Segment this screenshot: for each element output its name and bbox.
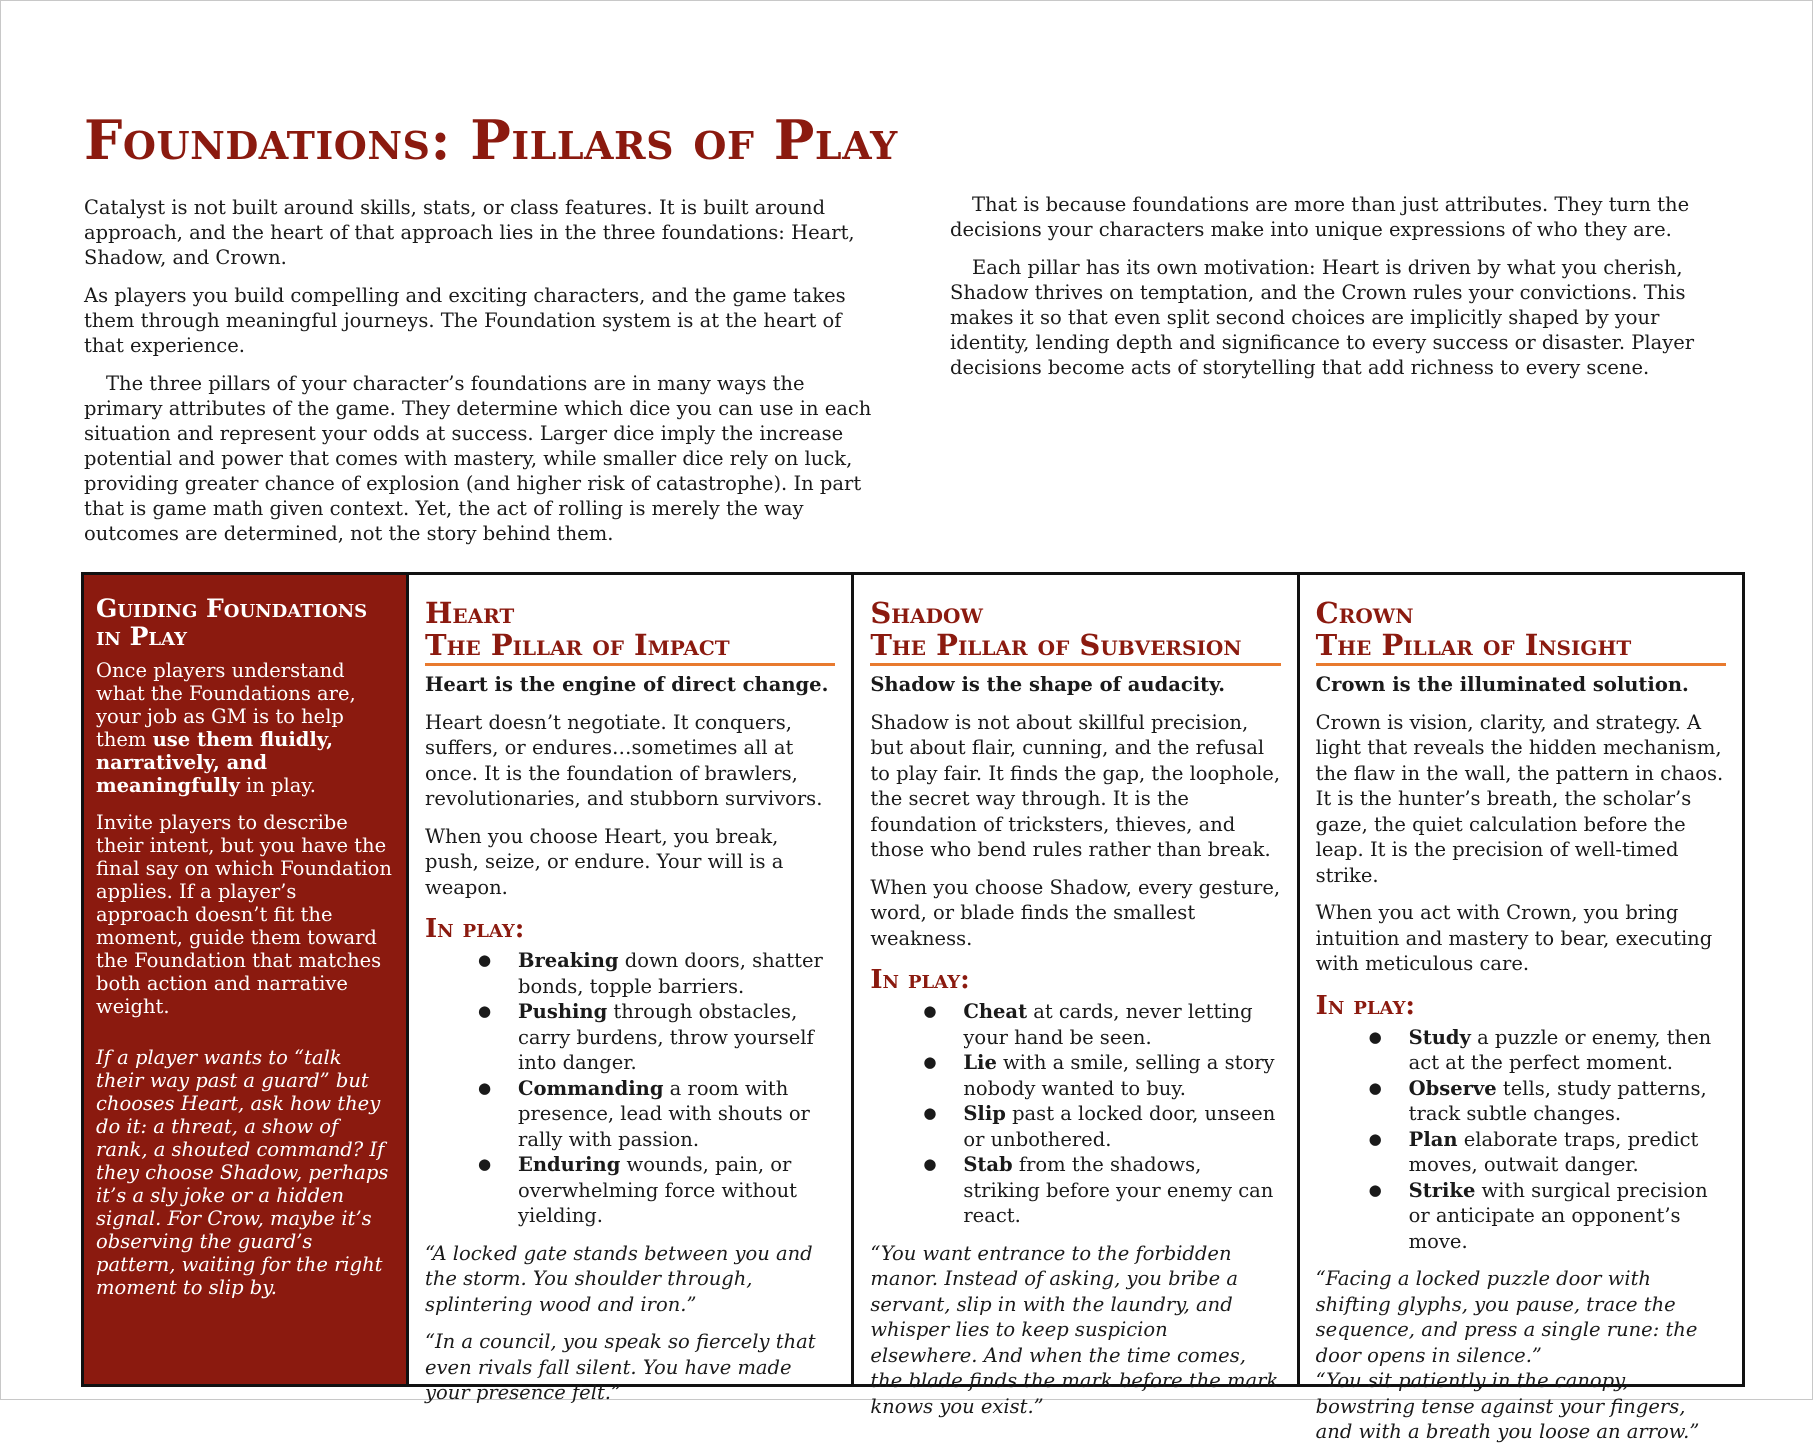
pillar-tagline: Shadow is the shape of audacity. xyxy=(870,673,1226,696)
pillar-subtitle: The Pillar of Impact xyxy=(425,628,730,662)
shadow-pillar xyxy=(854,575,1299,1418)
list-item xyxy=(1409,1127,1726,1178)
bullet-verb: Breaking xyxy=(518,949,619,972)
pillar-quote: “You want entrance to the forbidden manor. Instead of asking, you bribe a servant, slip in with the laundry, and whisper lies to keep suspicion elsewhere. And when the time comes, the blade finds the mark before the mark knows you exist.” xyxy=(870,1241,1279,1418)
bullet-verb: Slip xyxy=(963,1102,1006,1125)
pillar-subtitle: The Pillar of Insight xyxy=(1315,628,1632,662)
pillar-quote: “In a council, you speak so fiercely that even rivals fall silent. You have made your presence felt.” xyxy=(425,1330,816,1404)
in-play-heading: In play: xyxy=(1315,990,1416,1021)
pillar-quote: “You sit patiently in the canopy, bowstring tense against your fingers, and with a breath you loose an arrow.” xyxy=(1315,1369,1700,1443)
bullet-text: with surgical precision or anticipate an opponent’s move. xyxy=(1408,1178,1708,1253)
list-item xyxy=(1409,1178,1726,1255)
pillar-description: Crown is vision, clarity, and strategy. A light that reveals the hidden mechanism, the flaw in the wall, the pattern in chaos. It is the hunter’s breath, the scholar’s gaze, the quiet calculation before the leap. It is the precision of well-timed strike. xyxy=(1315,710,1724,887)
list-item xyxy=(963,1152,1280,1229)
heart-bullet-list xyxy=(425,948,835,1229)
list-item xyxy=(518,1076,835,1153)
crown-title xyxy=(1316,597,1726,666)
pillar-description: Shadow is not about skillful precision, but about flair, cunning, and the refusal to play fair. It finds the gap, the loophole, the secret way through. It is the foundation of tricksters, thieves, and those who bend rules rather than break. xyxy=(870,710,1281,861)
list-item xyxy=(518,999,835,1076)
guiding-foundations-sidebar xyxy=(84,575,409,1384)
list-item xyxy=(518,1152,835,1229)
shadow-title xyxy=(870,597,1280,666)
bullet-text: elaborate traps, predict moves, outwait danger. xyxy=(1408,1127,1699,1176)
bullet-verb: Plan xyxy=(1408,1127,1458,1151)
bullet-text: past a locked door, unseen or unbothered. xyxy=(963,1102,1276,1151)
pillar-choice: When you choose Heart, you break, push, seize, or endure. Your will is a weapon. xyxy=(425,824,784,899)
intro-right-column xyxy=(950,192,1740,393)
pillar-name: Crown xyxy=(1315,596,1414,630)
guiding-text: in play. xyxy=(239,774,316,797)
pillar-description: Heart doesn’t negotiate. It conquers, suffers, or endures…sometimes all at once. It is the foundation of brawlers, revolutionaries, and stubborn survivors. xyxy=(425,710,823,810)
list-item xyxy=(963,1050,1280,1101)
bullet-verb: Observe xyxy=(1408,1076,1497,1100)
pillar-name: Heart xyxy=(425,596,515,630)
crown-bullet-list xyxy=(1316,1025,1726,1255)
bullet-verb: Cheat xyxy=(963,1000,1028,1023)
bullet-text: from the shadows, striking before your enemy can react. xyxy=(963,1153,1274,1227)
bullet-verb: Enduring xyxy=(518,1153,621,1176)
shadow-bullet-list xyxy=(870,999,1280,1229)
guiding-emphasis: use them fluidly, narratively, and meaningfully xyxy=(96,728,334,797)
page-title: Foundations: Pillars of Play xyxy=(84,108,898,172)
guiding-text: Once players understand what the Foundations are, your job as GM is to help them xyxy=(96,659,356,751)
bullet-verb: Study xyxy=(1408,1025,1471,1049)
bullet-verb: Commanding xyxy=(518,1076,664,1100)
intro-paragraph: The three pillars of your character’s foundations are in many ways the primary attributes of the game. They determine which dice you can use in each situation and represent your odds at success. Larger dice imply the increase potential and power that comes with mastery, while smaller dice rely on luck, providing greater chance of explosion (and higher risk of catastrophe). In part that is game math given context. Yet, the act of rolling is merely the way outcomes are determined, not the story behind them. xyxy=(84,372,872,545)
intro-left-column xyxy=(84,195,874,559)
bullet-verb: Strike xyxy=(1408,1178,1476,1202)
guiding-paragraph xyxy=(96,659,394,797)
bullet-text: with a smile, selling a story nobody wanted to buy. xyxy=(963,1051,1275,1100)
list-item xyxy=(963,999,1280,1050)
bullet-text: wounds, pain, or overwhelming force without yielding. xyxy=(518,1153,798,1227)
crown-pillar xyxy=(1300,575,1742,1443)
bullet-text: a room with presence, lead with shouts or rally with passion. xyxy=(518,1076,810,1151)
list-item xyxy=(963,1101,1280,1152)
guiding-example: If a player wants to “talk their way past a guard” but chooses Heart, ask how they do it: a threat, a show of rank, a shouted command? If they choose Shadow, perhaps it’s a sly joke or a hidden signal. For Crow, maybe it’s observing the guard’s pattern, waiting for the right moment to slip by. xyxy=(96,1046,389,1299)
intro-paragraph: That is because foundations are more than just attributes. They turn the decisions your characters make into unique expressions of who they are. xyxy=(950,193,1690,241)
guiding-paragraph: Invite players to describe their intent, but you have the final say on which Foundation applies. If a player’s approach doesn’t fit the moment, guide them toward the Foundation that matches both action and narrative weight. xyxy=(96,811,392,1018)
list-item xyxy=(1409,1076,1726,1127)
pillar-quote: “A locked gate stands between you and the storm. You shoulder through, splintering wood and iron.” xyxy=(425,1241,813,1316)
bullet-text: a puzzle or enemy, then act at the perfect moment. xyxy=(1408,1025,1712,1074)
in-play-heading: In play: xyxy=(870,965,970,995)
bullet-text: at cards, never letting your hand be seen. xyxy=(963,1000,1253,1049)
pillar-tagline: Crown is the illuminated solution. xyxy=(1315,673,1689,696)
bullet-verb: Stab xyxy=(963,1153,1013,1176)
bullet-verb: Lie xyxy=(963,1051,997,1074)
bullet-text: through obstacles, carry burdens, throw yourself into danger. xyxy=(518,1000,814,1074)
intro-paragraph: Catalyst is not built around skills, stats, or class features. It is built around approach, and the heart of that approach lies in the three foundations: Heart, Shadow, and Crown. xyxy=(84,196,855,269)
in-play-heading: In play: xyxy=(425,914,525,944)
pillar-choice: When you act with Crown, you bring intuition and mastery to bear, executing with meticulous care. xyxy=(1315,901,1713,975)
pillars-table xyxy=(81,572,1745,1443)
list-item xyxy=(518,948,835,999)
pillar-name: Shadow xyxy=(870,596,983,630)
pillar-choice: When you choose Shadow, every gesture, word, or blade finds the smallest weakness. xyxy=(870,875,1281,950)
bullet-verb: Pushing xyxy=(518,1000,608,1023)
bullet-text: tells, study patterns, track subtle changes. xyxy=(1408,1076,1707,1125)
heart-title xyxy=(425,597,835,666)
pillar-tagline: Heart is the engine of direct change. xyxy=(425,673,829,696)
pillar-quote: “Facing a locked puzzle door with shifting glyphs, you pause, trace the sequence, and press a single rune: the door opens in silence.” xyxy=(1315,1267,1698,1367)
bullet-text: down doors, shatter bonds, topple barriers. xyxy=(518,949,823,998)
list-item xyxy=(1409,1025,1726,1076)
intro-paragraph: As players you build compelling and exciting characters, and the game takes them through meaningful journeys. The Foundation system is at the heart of that experience. xyxy=(84,284,846,357)
heart-pillar xyxy=(409,575,854,1404)
pillar-subtitle: The Pillar of Subversion xyxy=(870,628,1242,662)
guiding-title: Guiding Foundations in Play xyxy=(96,594,368,651)
intro-paragraph: Each pillar has its own motivation: Heart is driven by what you cherish, Shadow thrives on temptation, and the Crown rules your convictions. This makes it so that even split second choices are implicitly shaped by your identity, lending depth and significance to every success or disaster. Player decisions become acts of storytelling that add richness to every scene. xyxy=(950,256,1695,379)
